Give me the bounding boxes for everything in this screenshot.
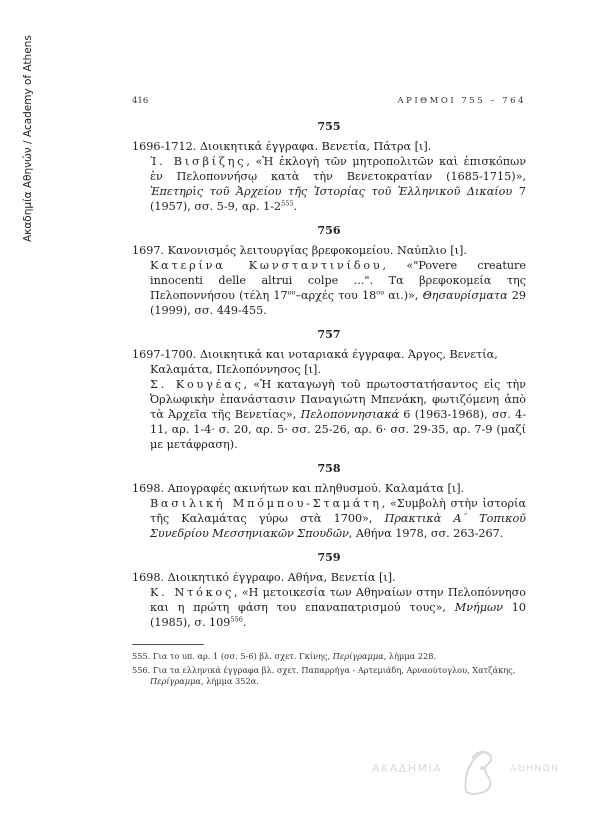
entry-number: 759 xyxy=(317,551,341,564)
athena-head-icon xyxy=(458,748,498,796)
entry-heading: 1696-1712. Διοικητικά έγγραφα. Βενετία, Πάτρα [ι]. xyxy=(132,140,432,153)
text-run: 10 (1985), σ. 109 xyxy=(150,601,526,629)
footnote-ref: 556 xyxy=(230,615,243,624)
entry-757 xyxy=(132,328,526,452)
text-run: , «"Povere creature innocenti delle altrui colpe ...". Τα βρεφοκομεία της Πελοποννήσου (τέλη 17 xyxy=(150,259,527,302)
author-name: Βασιλική Μπόμπου-Σταμάτη xyxy=(150,497,382,510)
entry-heading: 1697-1700. Διοικητικά και νοταριακά έγγραφα. Άργος, Βενετία, Καλαμάτα, Πελοπόννησος [ι]. xyxy=(132,348,498,376)
text-run: 555. Για το υπ. αρ. 1 (σσ. 5-6) βλ. σχετ. Γκίνης, xyxy=(132,651,333,661)
text-run: . xyxy=(293,200,298,213)
entry-heading: 1698. Διοικητικό έγγραφο. Αθήνα, Βενετία [ι]. xyxy=(132,571,396,584)
author-name: Ί. Βισβίζης xyxy=(150,155,247,168)
footnote xyxy=(132,651,526,663)
entry-number: 756 xyxy=(317,224,341,237)
text-run: , Αθήνα 1978, σσ. 263-267. xyxy=(348,527,504,540)
italic-title: Περίγραμμα xyxy=(332,651,384,661)
entry-number: 755 xyxy=(317,120,341,133)
entry-citation xyxy=(132,154,526,214)
running-head xyxy=(132,96,526,106)
footnote-ref: ου xyxy=(376,288,385,297)
entry-755 xyxy=(132,120,526,214)
text-run: , λήμμα 228. xyxy=(383,651,437,661)
text-run: , λήμμα 352α. xyxy=(200,676,259,686)
entry-citation xyxy=(132,496,526,541)
author-name: Κ. Ντόκος xyxy=(150,586,235,599)
entry-citation xyxy=(132,377,526,452)
entry-756 xyxy=(132,224,526,318)
text-run: , «Συμβολὴ στὴν ἱστορία τῆς Καλαμάτας γύρω στὰ 1700», xyxy=(150,497,526,525)
entry-citation xyxy=(132,585,526,630)
footnote xyxy=(132,665,526,688)
footnote-ref: ου xyxy=(287,288,296,297)
footnote-ref: 555 xyxy=(281,199,294,208)
entry-759 xyxy=(132,551,526,630)
watermark-right-text: ΑΘΗΝΩΝ xyxy=(510,764,560,774)
text-run: 29 (1999), σσ. 449-455. xyxy=(150,289,526,317)
entry-number: 758 xyxy=(317,462,341,475)
text-run: , «Ἡ ἐκλογὴ τῶν μητροπολιτῶν καὶ ἐπισκόπων ἐν Πελοποννήσῳ κατὰ τὴν Βενετοκρατίαν (1685-1715)», xyxy=(150,155,526,183)
watermark xyxy=(372,748,592,808)
italic-title: Ἐπετηρὶς τοῦ Ἀρχείου τῆς Ἱστορίας τοῦ Ἑλληνικοῦ Δικαίου xyxy=(150,185,513,198)
side-label xyxy=(22,32,40,242)
italic-title: Πρακτικὰ Α΄ Τοπικοῦ Συνεδρίου Μεσσηνιακῶν Σπουδῶν xyxy=(150,512,526,540)
entry-number: 757 xyxy=(317,328,341,341)
text-run: , «Ἡ καταγωγὴ τοῦ πρωτοστατήσαντος εἰς τὴν Ὀρλωφικὴν ἐπανάστασιν Παναγιώτη Μπενάκη, φωτιζόμενη ἀπὸ τὰ Ἀρχεῖα τῆς Βενετίας», xyxy=(150,378,526,421)
italic-title: Περίγραμμα xyxy=(150,676,201,686)
entries-list xyxy=(132,120,526,630)
document-page xyxy=(132,96,526,690)
italic-title: Πελοποννησιακά xyxy=(300,408,400,421)
text-run: αι.)», xyxy=(384,289,423,302)
author-name: Κατερίνα Κωνσταντινίδου xyxy=(150,259,383,272)
running-title: ΑΡΙΘΜΟΙ 755 – 764 xyxy=(397,96,526,106)
author-name: Σ. Κουγέας xyxy=(150,378,244,391)
entry-758 xyxy=(132,462,526,541)
watermark-left-text: ΑΚΑΔΗΜΙΑ xyxy=(372,762,443,775)
text-run: –αρχές του 18 xyxy=(295,289,377,302)
entry-heading: 1698. Απογραφές ακινήτων και πληθυσμού. Καλαμάτα [ι]. xyxy=(132,482,465,495)
entry-citation xyxy=(132,258,526,318)
italic-title: Θησαυρίσματα xyxy=(422,289,508,302)
text-run: . xyxy=(242,616,247,629)
text-run: 7 (1957), σσ. 5-9, αρ. 1-2 xyxy=(150,185,526,213)
entry-heading: 1697. Κανονισμός λειτουργίας βρεφοκομείου. Ναύπλιο [ι]. xyxy=(132,244,467,257)
italic-title: Μνήμων xyxy=(454,601,503,614)
text-run: 6 (1963-1968), σσ. 4-11, αρ. 1-4· σ. 20, αρ. 5· σσ. 25-26, αρ. 6· σσ. 29-35, αρ. 7-9 (μαζί με μετάφραση). xyxy=(150,408,526,451)
page-number: 416 xyxy=(132,96,149,106)
side-label-text: Ακαδημία Αθηνών / Academy of Athens xyxy=(22,35,34,242)
footnotes xyxy=(132,651,526,688)
footnote-divider xyxy=(132,644,204,645)
text-run: 556. Για τα ελληνικά έγγραφα βλ. σχετ. Παπαρρήγα - Αρτεμιάδη, Αρναούτογλου, Χατζάκης, xyxy=(132,664,516,675)
text-run: , «Η μετοικεσία των Αθηναίων στην Πελοπόννησο και η πρώτη φάση του επαναπατρισμού τους», xyxy=(150,586,526,614)
